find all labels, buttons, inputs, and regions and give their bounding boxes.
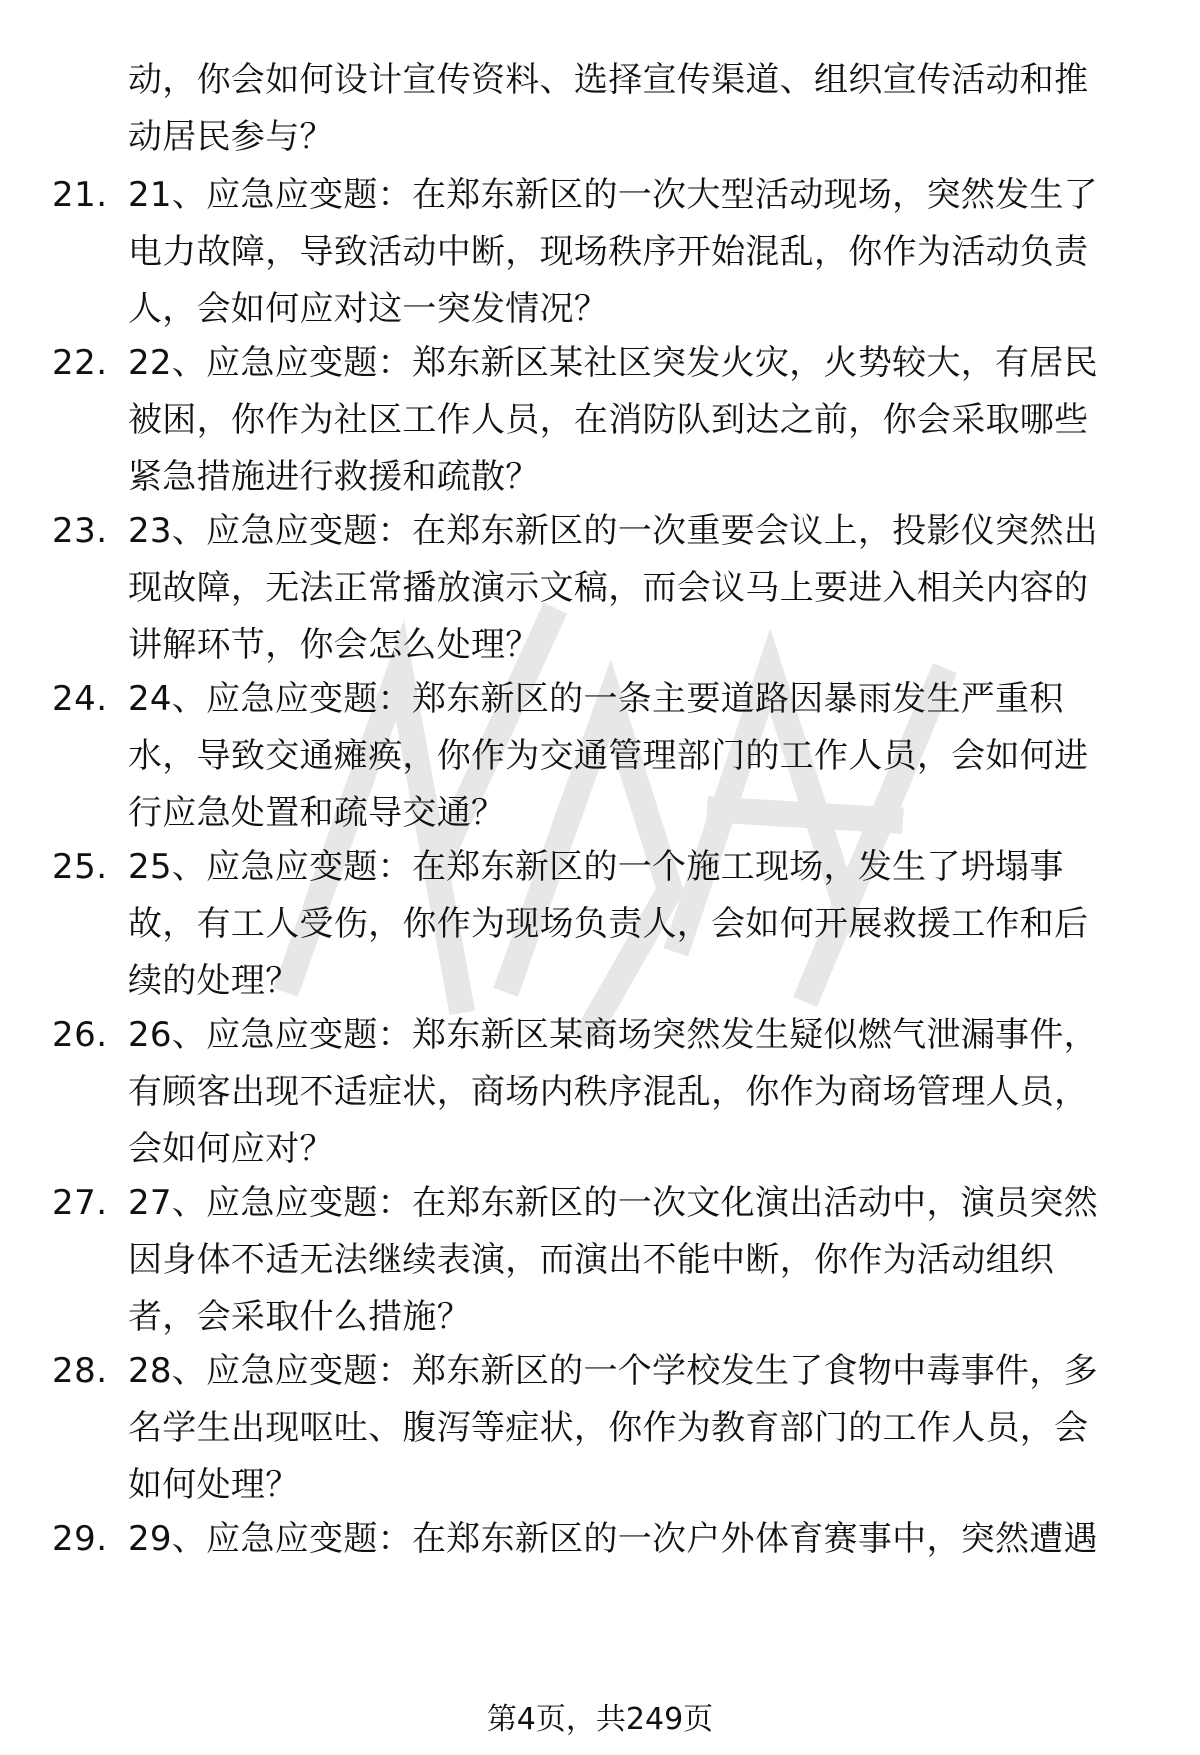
- item-line: 23、应急应变题：在郑东新区的一次重要会议上，投影仪突然出: [128, 511, 1098, 551]
- item-line: 人，会如何应对这一突发情况？: [128, 289, 609, 329]
- page-footer: 第4页，共249页: [486, 1702, 714, 1737]
- item-line: 21、应急应变题：在郑东新区的一次大型活动现场，突然发生了: [128, 175, 1098, 215]
- item-text: [128, 1343, 1168, 1514]
- item-line: 行应急处置和疏导交通？: [128, 793, 506, 833]
- item-text: [128, 671, 1168, 842]
- item-line: 因身体不适无法继续表演，而演出不能中断，你作为活动组织: [128, 1240, 1055, 1280]
- item-line: 被困，你作为社区工作人员，在消防队到达之前，你会采取哪些: [128, 400, 1089, 440]
- item-line: 27、应急应变题：在郑东新区的一次文化演出活动中，演员突然: [128, 1183, 1098, 1223]
- item-line: 24、应急应变题：郑东新区的一条主要道路因暴雨发生严重积: [128, 679, 1064, 719]
- item-line: 名学生出现呕吐、腹泻等症状，你作为教育部门的工作人员，会: [128, 1408, 1089, 1448]
- item-text: [128, 1007, 1168, 1178]
- item-line: 28、应急应变题：郑东新区的一个学校发生了食物中毒事件，多: [128, 1351, 1098, 1391]
- item-number: 29.: [52, 1519, 108, 1559]
- item-line: 故，有工人受伤，你作为现场负责人，会如何开展救援工作和后: [128, 904, 1089, 944]
- item-line: 续的处理？: [128, 961, 300, 1001]
- item-line: 讲解环节，你会怎么处理？: [128, 625, 540, 665]
- item-line: 者，会采取什么措施？: [128, 1297, 471, 1337]
- item-text: [128, 1175, 1168, 1346]
- item-text: [128, 167, 1168, 338]
- item-line: 如何处理？: [128, 1465, 300, 1505]
- item-number: 21.: [52, 175, 108, 215]
- item-text: [128, 503, 1168, 674]
- item-line: 26、应急应变题：郑东新区某商场突然发生疑似燃气泄漏事件，: [128, 1015, 1098, 1055]
- item-number: 25.: [52, 847, 108, 887]
- item-number: 22.: [52, 343, 108, 383]
- intro-text: [128, 52, 1168, 166]
- item-line: 现故障，无法正常播放演示文稿，而会议马上要进入相关内容的: [128, 568, 1089, 608]
- item-text: [128, 335, 1168, 506]
- item-line: 电力故障，导致活动中断，现场秩序开始混乱，你作为活动负责: [128, 232, 1089, 272]
- item-line: 会如何应对？: [128, 1129, 334, 1169]
- item-line: 25、应急应变题：在郑东新区的一个施工现场，发生了坍塌事: [128, 847, 1064, 887]
- item-text: [128, 1511, 1168, 1568]
- item-line: 22、应急应变题：郑东新区某社区突发火灾，火势较大，有居民: [128, 343, 1098, 383]
- intro-line: 动居民参与？: [128, 117, 334, 157]
- item-line: 29、应急应变题：在郑东新区的一次户外体育赛事中，突然遭遇: [128, 1519, 1098, 1559]
- item-line: 水，导致交通瘫痪，你作为交通管理部门的工作人员，会如何进: [128, 736, 1089, 776]
- item-number: 28.: [52, 1351, 108, 1391]
- item-text: [128, 839, 1168, 1010]
- intro-line: 动，你会如何设计宣传资料、选择宣传渠道、组织宣传活动和推: [128, 60, 1089, 100]
- item-number: 23.: [52, 511, 108, 551]
- item-number: 27.: [52, 1183, 108, 1223]
- item-number: 26.: [52, 1015, 108, 1055]
- item-line: 有顾客出现不适症状，商场内秩序混乱，你作为商场管理人员，: [128, 1072, 1089, 1112]
- item-line: 紧急措施进行救援和疏散？: [128, 457, 540, 497]
- item-number: 24.: [52, 679, 108, 719]
